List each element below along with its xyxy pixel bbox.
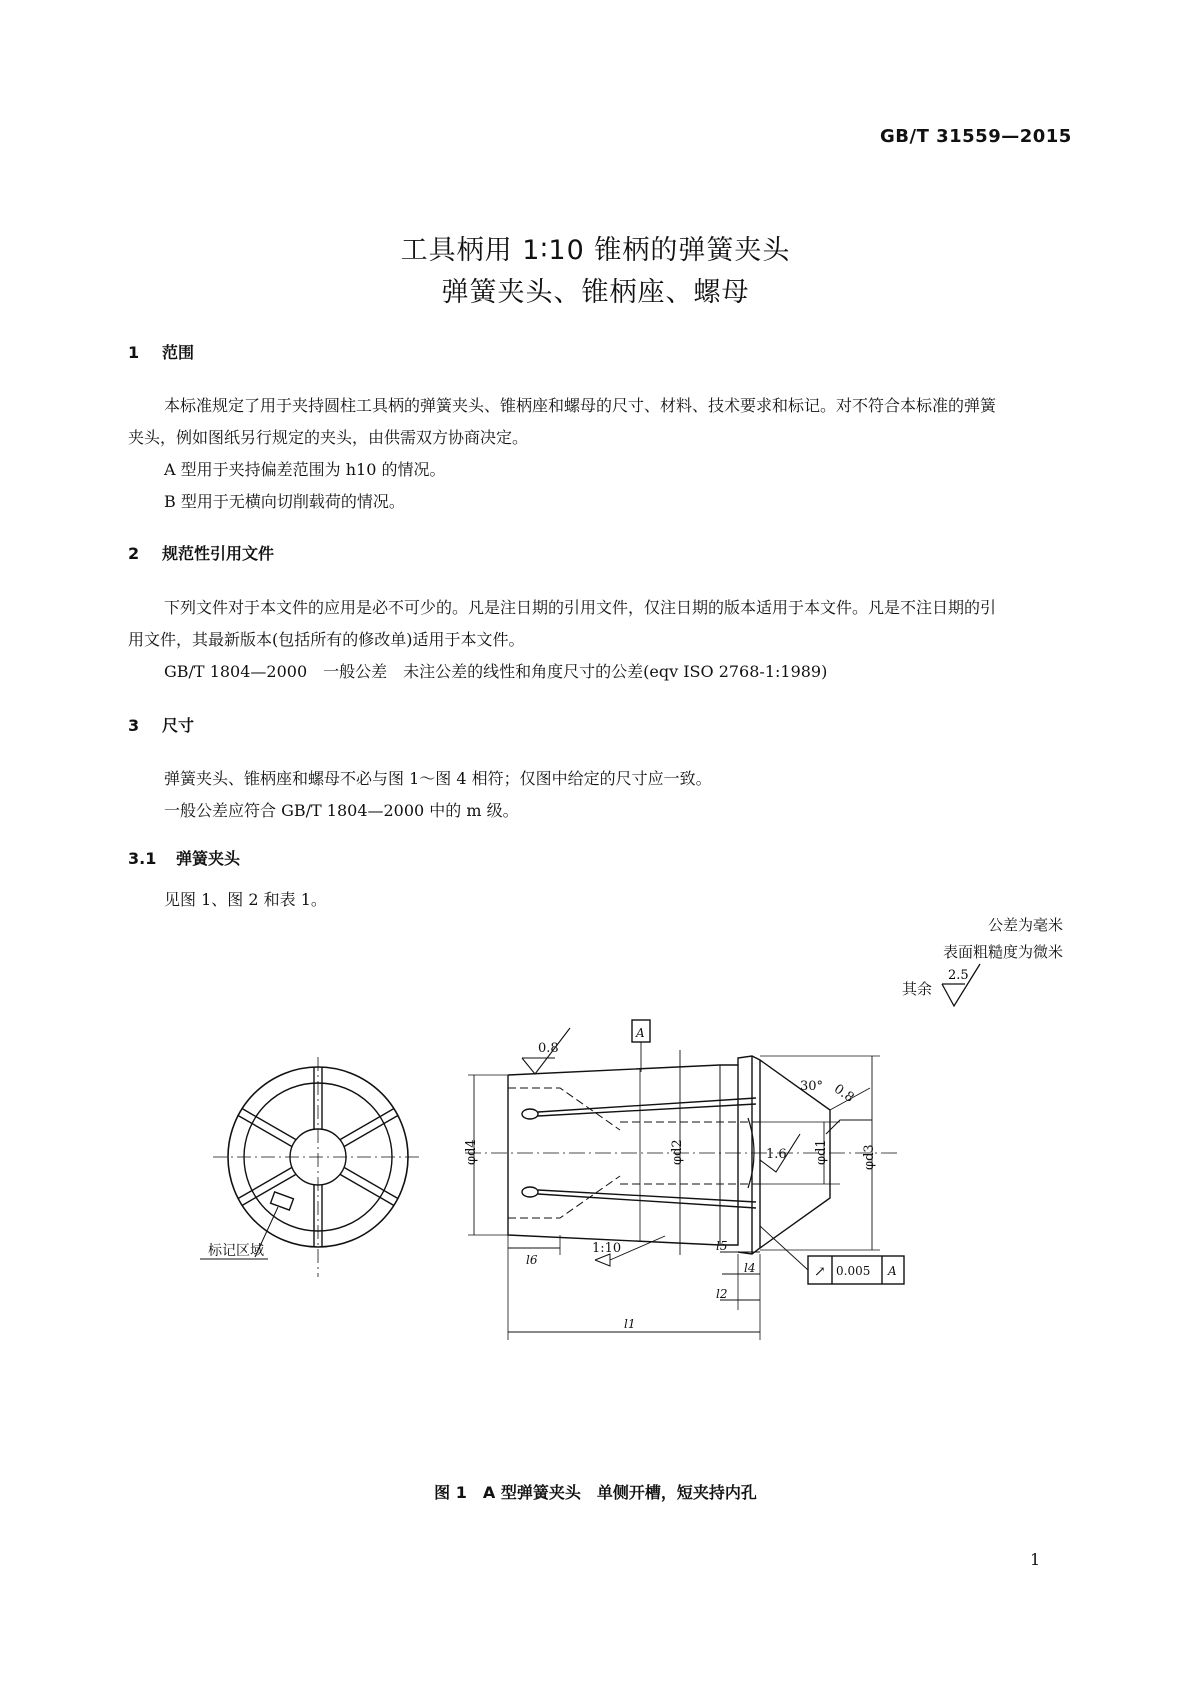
title-line-1: 工具柄用 1∶10 锥柄的弹簧夹头	[400, 235, 791, 266]
section-title: 尺寸	[162, 716, 195, 735]
others-label: 其余	[902, 980, 933, 998]
tolerance-unit-note: 公差为毫米	[987, 916, 1063, 934]
section-3-heading	[128, 713, 194, 736]
roughness-chamfer: 0.8	[830, 1081, 857, 1106]
title-line-2: 弹簧夹头、锥柄座、螺母	[441, 277, 750, 308]
marking-area-label: 标记区域	[208, 1243, 264, 1259]
page-number: 1	[1030, 1550, 1041, 1569]
section-3-1-heading	[128, 846, 240, 869]
taper-label: 1:10	[592, 1241, 622, 1256]
figure-caption: 图 1 A 型弹簧夹头 单侧开槽，短夹持内孔	[434, 1483, 757, 1502]
datum-a: A	[636, 1026, 645, 1040]
section-3-1-body	[128, 884, 998, 916]
dim-l2: l2	[716, 1287, 728, 1301]
runout-value: 0.005	[836, 1264, 871, 1278]
dim-d2: φd2	[670, 1139, 685, 1165]
section-number: 1	[128, 343, 140, 362]
normative-reference: GB/T 1804—2000 一般公差 未注公差的线性和角度尺寸的公差(eqv ISO 2768-1:1989)	[164, 662, 828, 681]
roughness-symbol-general	[940, 962, 990, 1012]
dim-l1: l1	[624, 1317, 636, 1331]
standard-number: GB/T 31559—2015	[880, 126, 1072, 147]
runout-datum: A	[888, 1264, 897, 1278]
paragraph: 见图 1、图 2 和表 1。	[164, 890, 327, 909]
dim-l4: l4	[744, 1261, 756, 1275]
dim-d3: φd3	[862, 1144, 877, 1170]
runout-symbol-icon: ↗	[814, 1264, 826, 1280]
paragraph: 下列文件对于本文件的应用是必不可少的。凡是注日期的引用文件，仅注日期的版本适用于本文件。凡是不注日期的引用文件，其最新版本(包括所有的修改单)适用于本文件。	[128, 598, 997, 649]
paragraph: A 型用于夹持偏差范围为 h10 的情况。	[164, 460, 446, 479]
section-title: 范围	[162, 343, 195, 362]
section-number: 2	[128, 544, 140, 563]
section-number: 3.1	[128, 849, 157, 868]
dim-d4: φd4	[464, 1139, 479, 1165]
section-number: 3	[128, 716, 140, 735]
section-2-body	[128, 592, 998, 688]
section-1-heading	[128, 340, 194, 363]
section-3-body	[128, 763, 998, 827]
paragraph: 一般公差应符合 GB/T 1804—2000 中的 m 级。	[164, 801, 519, 820]
section-title: 规范性引用文件	[162, 544, 275, 563]
roughness-value: 2.5	[948, 968, 969, 983]
section-2-heading	[128, 541, 274, 564]
dim-l5: l5	[716, 1239, 728, 1253]
paragraph: 本标准规定了用于夹持圆柱工具柄的弹簧夹头、锥柄座和螺母的尺寸、材料、技术要求和标记。对不符合本标准的弹簧夹头，例如图纸另行规定的夹头，由供需双方协商决定。	[128, 396, 997, 447]
paragraph: 弹簧夹头、锥柄座和螺母不必与图 1～图 4 相符；仅图中给定的尺寸应一致。	[164, 769, 712, 788]
roughness-bore: 1.6	[766, 1147, 787, 1162]
section-title: 弹簧夹头	[176, 849, 241, 868]
paragraph: B 型用于无横向切削载荷的情况。	[164, 492, 405, 511]
angle-label: 30°	[800, 1079, 824, 1094]
roughness-top: 0.8	[538, 1041, 559, 1056]
roughness-unit-note: 表面粗糙度为微米	[942, 943, 1063, 961]
dim-d1: φd1	[814, 1139, 829, 1165]
collet-side-view	[460, 1010, 920, 1350]
dim-l6: l6	[526, 1253, 538, 1267]
section-1-body	[128, 390, 998, 518]
